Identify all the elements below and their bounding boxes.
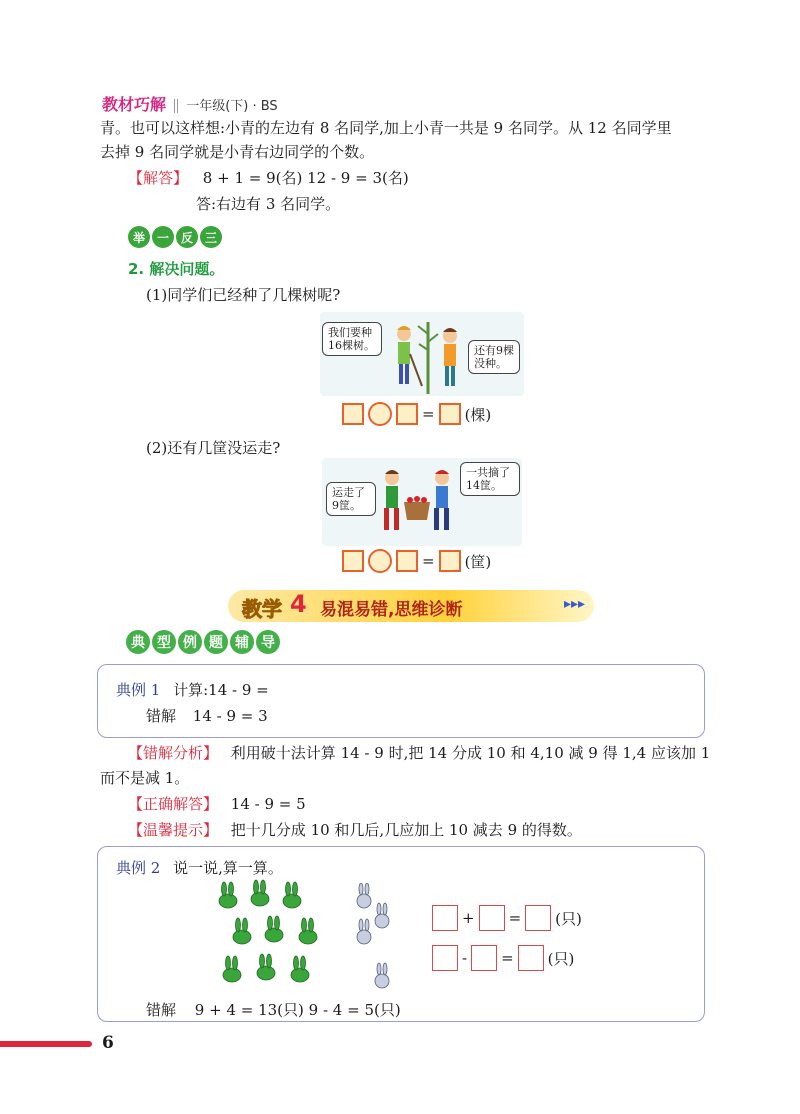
illustration-tree-planting	[320, 312, 524, 396]
correct-answer	[128, 793, 306, 815]
tip-label: 【温馨提示】	[128, 821, 219, 839]
answer-box[interactable]	[342, 550, 364, 572]
banner-label: 教学	[242, 597, 282, 621]
tip	[128, 819, 582, 841]
kids-planting-image	[382, 316, 472, 396]
badge-char: 举	[128, 226, 150, 248]
analysis-line-1	[128, 742, 710, 764]
intro-line-1: 青。也可以这样想:小青的左边有 8 名同学,加上小青一共是 9 名同学。从 12 名同学里	[100, 119, 672, 137]
sub-banner	[126, 630, 280, 654]
example-1-label: 典例 1	[116, 681, 161, 699]
example-2-panel	[97, 846, 705, 1022]
analysis-text: 利用破十法计算 14 - 9 时,把 14 分成 10 和 4,10 减 9 得 1,4 应该加 1	[230, 744, 711, 762]
sub-banner-char: 辅	[230, 630, 254, 654]
unit-label: (筐)	[464, 552, 492, 571]
unit-label: (只)	[555, 909, 582, 928]
footer-red-bar	[0, 1041, 92, 1047]
grey-rabbits-image	[350, 883, 402, 1001]
example-2-subtraction-row	[432, 945, 574, 971]
example-1-wrong	[146, 705, 268, 727]
answer-block	[128, 167, 409, 189]
problem2-q2: (2)还有几筐没运走?	[146, 439, 281, 457]
green-rabbits-image	[212, 879, 336, 997]
kids-carrying-basket-image	[372, 464, 464, 546]
equals-sign: =	[501, 949, 514, 967]
example-2-label: 典例 2	[116, 859, 161, 877]
wrong-answer: 14 - 9 = 3	[192, 707, 268, 725]
operator-circle[interactable]	[368, 549, 392, 573]
answer-box[interactable]	[439, 550, 461, 572]
wrong-label: 错解	[146, 1001, 177, 1019]
example-2-question	[116, 857, 283, 879]
intro-line-2: 去掉 9 名同学就是小青右边同学的个数。	[100, 143, 375, 161]
correct-text: 14 - 9 = 5	[230, 795, 306, 813]
equals-sign: =	[508, 909, 522, 927]
example-2-wrong	[146, 999, 401, 1021]
answer-box[interactable]	[525, 905, 551, 931]
banner-arrows-icon: ▸▸▸	[564, 596, 586, 612]
analysis-label: 【错解分析】	[128, 744, 219, 762]
badge-practice	[128, 226, 222, 248]
speech-bubble-right: 还有9棵没种。	[468, 340, 520, 374]
header-divider	[174, 99, 178, 113]
wrong-label: 错解	[146, 707, 177, 725]
answer-box[interactable]	[479, 905, 505, 931]
speech-bubble-left: 我们要种16棵树。	[322, 322, 382, 356]
problem2-title: 2. 解决问题。	[128, 260, 225, 278]
unit-label: (只)	[547, 949, 575, 968]
unit-label: (棵)	[464, 405, 492, 424]
example-2-text: 说一说,算一算。	[173, 859, 283, 877]
sub-banner-char: 型	[152, 630, 176, 654]
sub-banner-char: 导	[256, 630, 280, 654]
example-1-question	[116, 679, 269, 701]
badge-char: 一	[152, 226, 174, 248]
answer-box[interactable]	[439, 403, 461, 425]
answer-box[interactable]	[432, 905, 458, 931]
page-number: 6	[102, 1033, 114, 1053]
badge-char: 反	[176, 226, 198, 248]
equals-sign: =	[422, 552, 435, 570]
sub-banner-char: 例	[178, 630, 202, 654]
example-2-addition-row	[432, 905, 582, 931]
example-1-text: 计算:14 - 9 =	[173, 681, 269, 699]
answer-box[interactable]	[342, 403, 364, 425]
badge-char: 三	[200, 226, 222, 248]
analysis-line-2: 而不是减 1。	[100, 769, 190, 787]
example-1-panel	[97, 664, 705, 738]
tip-text: 把十几分成 10 和几后,几应加上 10 减去 9 的得数。	[230, 821, 582, 839]
plus-sign: +	[462, 909, 475, 927]
speech-bubble-left: 运走了9筐。	[326, 482, 376, 516]
speech-bubble-right: 一共摘了14筐。	[460, 462, 520, 496]
answer-equation: 8 + 1 = 9(名) 12 - 9 = 3(名)	[202, 169, 409, 187]
banner-title: 易混易错,思维诊断	[320, 600, 463, 620]
section-banner	[228, 590, 594, 622]
sub-banner-char: 题	[204, 630, 228, 654]
equation-row-1	[342, 402, 491, 426]
answer-label: 【解答】	[128, 169, 189, 187]
wrong-answer: 9 + 4 = 13(只) 9 - 4 = 5(只)	[194, 1001, 401, 1019]
answer-box[interactable]	[471, 945, 497, 971]
answer-box[interactable]	[396, 403, 418, 425]
running-header	[102, 92, 278, 115]
problem2-q1: (1)同学们已经种了几棵树呢?	[146, 286, 341, 304]
illustration-baskets	[322, 458, 522, 546]
banner-number: 4	[290, 590, 307, 618]
answer-box[interactable]	[518, 945, 544, 971]
answer-box[interactable]	[396, 550, 418, 572]
answer-box[interactable]	[432, 945, 458, 971]
equals-sign: =	[422, 405, 435, 423]
answer-reply: 答:右边有 3 名同学。	[196, 195, 341, 213]
sub-banner-char: 典	[126, 630, 150, 654]
header-brand: 教材巧解	[102, 95, 167, 114]
minus-sign: -	[462, 949, 468, 967]
operator-circle[interactable]	[368, 402, 392, 426]
correct-label: 【正确解答】	[128, 795, 219, 813]
header-subtitle: 一年级(下) · BS	[186, 99, 278, 114]
equation-row-2	[342, 549, 491, 573]
